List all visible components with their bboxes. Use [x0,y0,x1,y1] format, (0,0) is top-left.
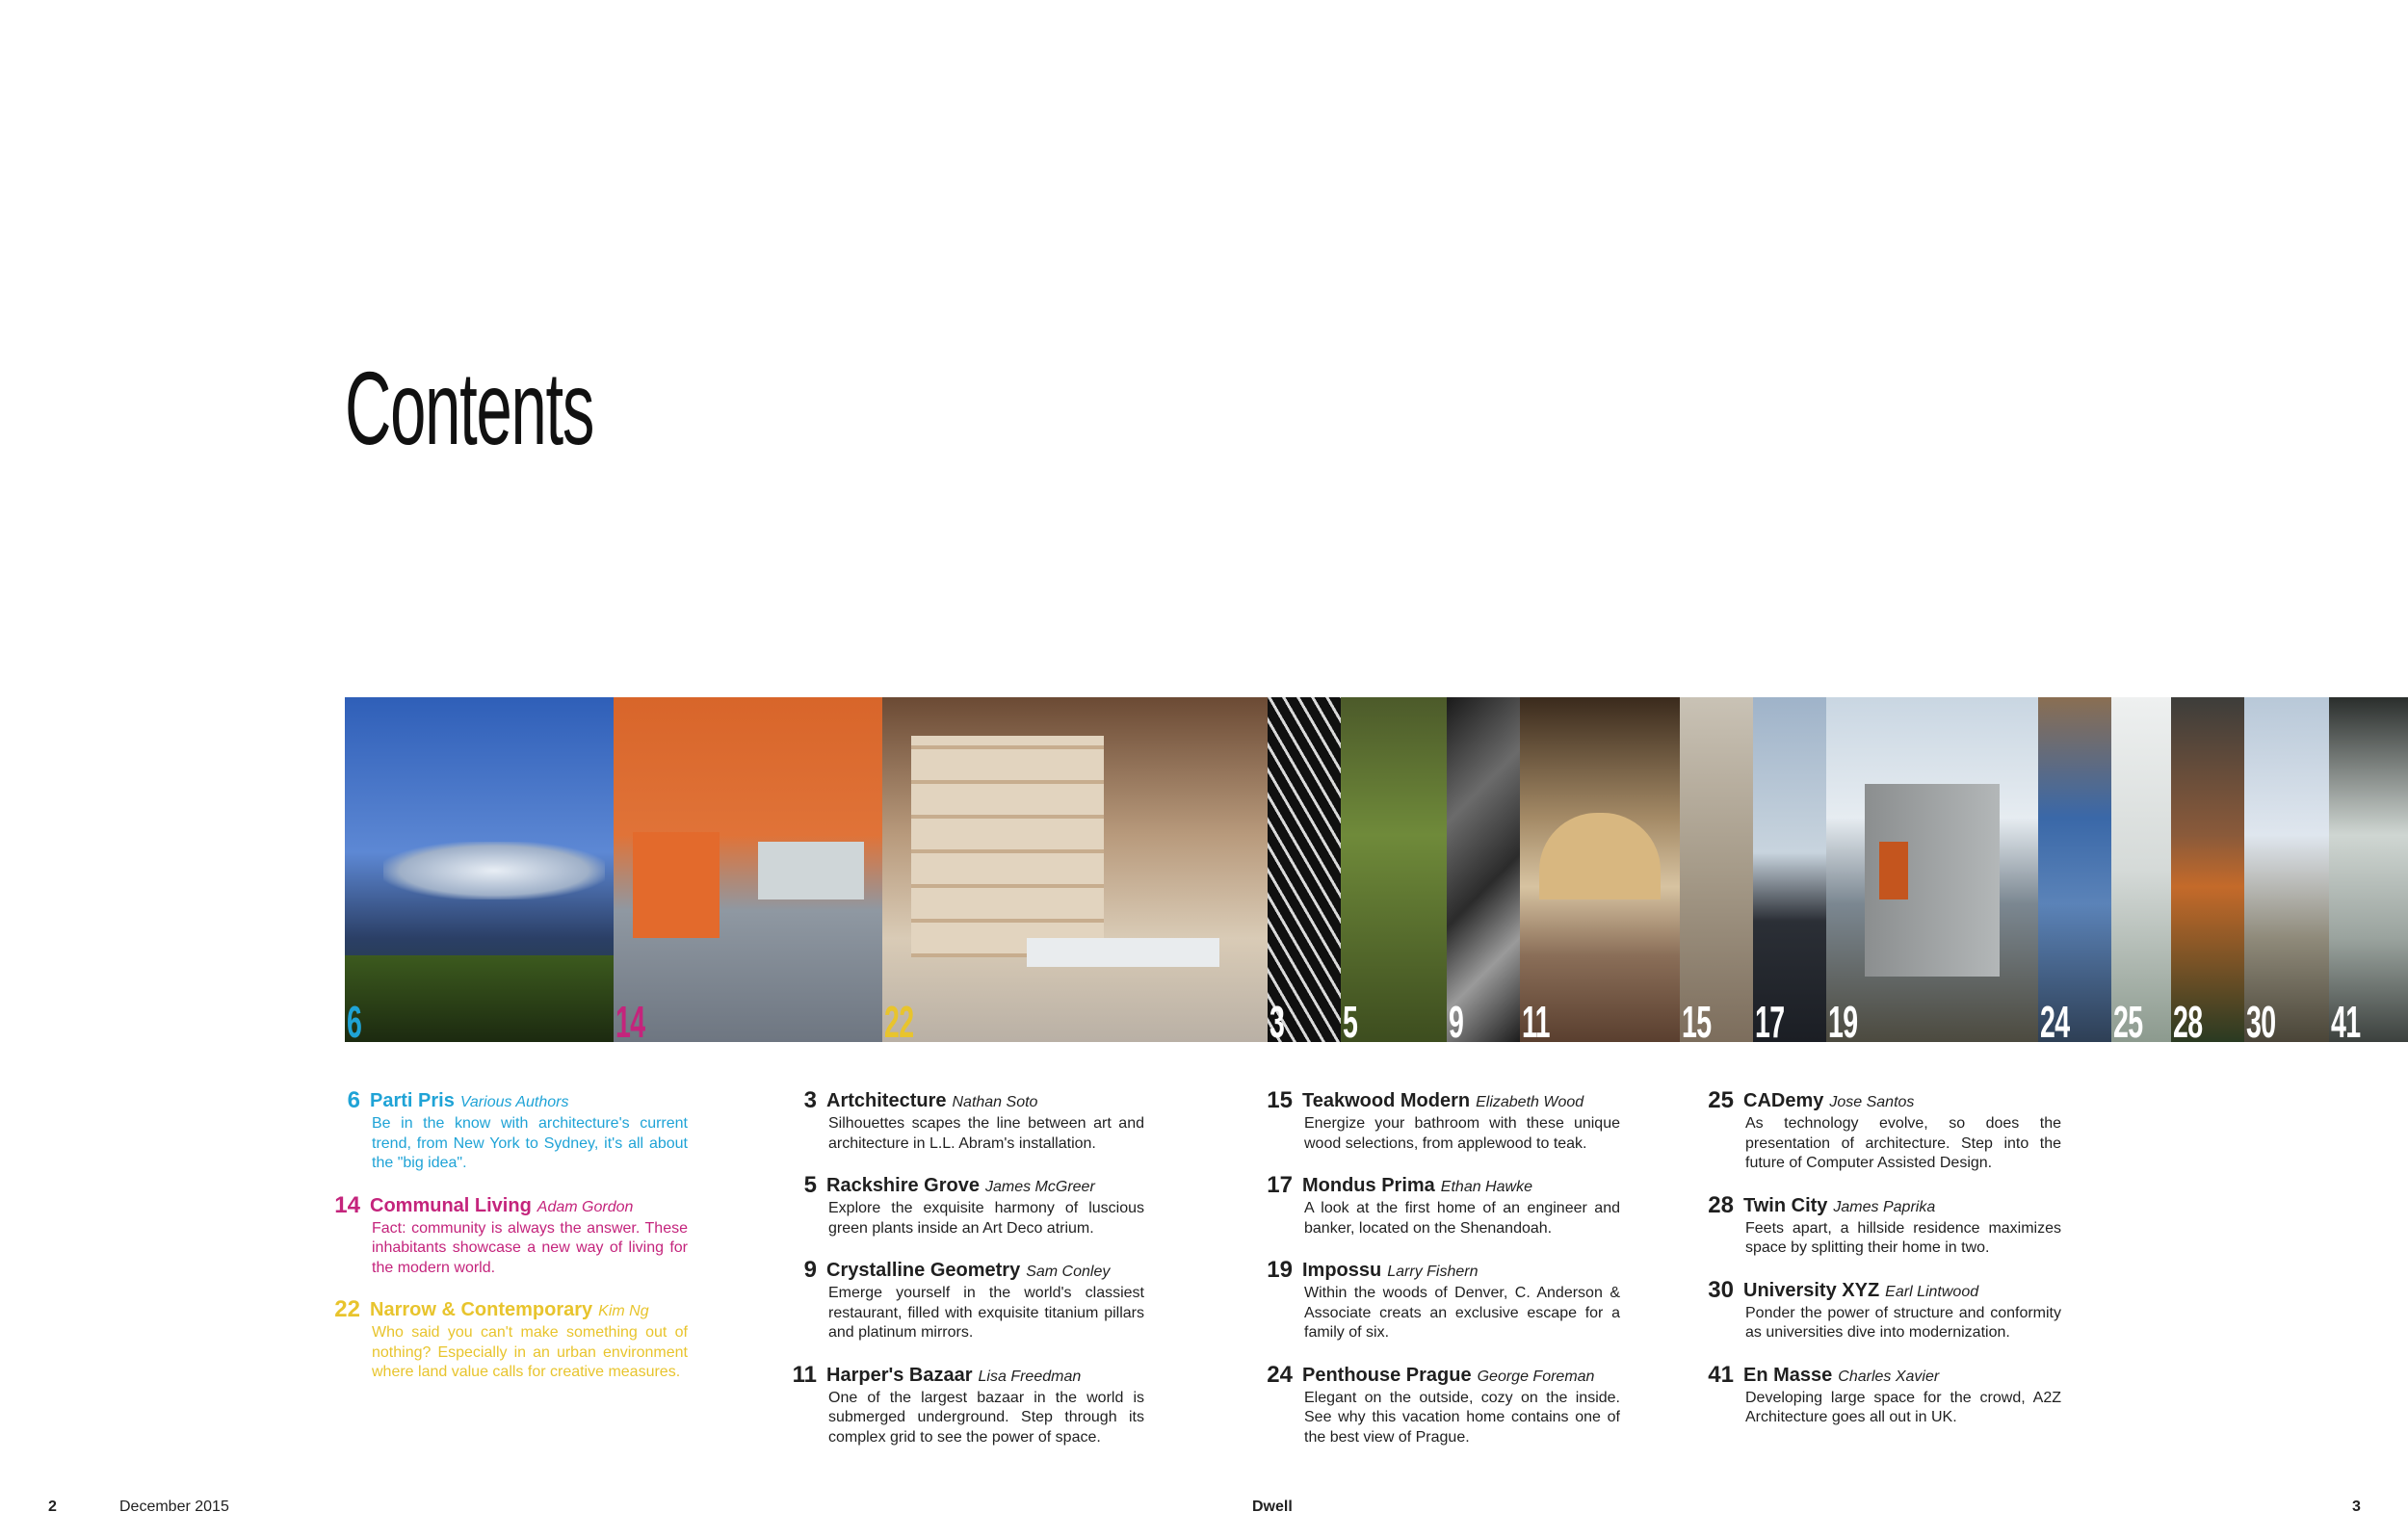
toc-entry[interactable] [1672,1086,2061,1174]
toc-entry[interactable] [1672,1361,2061,1428]
strip-number: 3 [1269,997,1285,1042]
entry-page-number: 6 [347,1087,360,1113]
entry-description: Fact: community is always the answer. These inhabitants showcase a new way of living for the modern world. [372,1219,688,1276]
strip-number: 11 [1522,997,1550,1042]
strip-number: 5 [1343,997,1358,1042]
strip-number: 15 [1682,997,1712,1042]
entry-description: Elegant on the outside, cozy on the inside. See why this vacation home contains one of the best view of Prague. [1304,1389,1620,1446]
photo-university-xyz[interactable] [2244,697,2329,1042]
entry-description: Who said you can't make something out of nothing? Especially in an urban environment where land value calls for creative measures. [372,1324,688,1380]
entry-author: Sam Conley [1026,1264,1111,1280]
toc-entry[interactable] [299,1295,688,1383]
photo-communal-living[interactable] [614,697,882,1042]
strip-number: 41 [2331,997,2361,1042]
strip-number: 30 [2246,997,2276,1042]
entry-author: Larry Fishern [1387,1264,1479,1280]
entry-title: Teakwood Modern [1302,1090,1471,1111]
entry-description: As technology evolve, so does the presentation of architecture. Step into the future of Computer Assisted Design. [1745,1115,2061,1171]
strip-number: 19 [1828,997,1858,1042]
photo-cademy[interactable] [2111,697,2171,1042]
strip-number: 9 [1449,997,1464,1042]
photo-penthouse-prague[interactable] [2038,697,2111,1042]
entry-description: Feets apart, a hillside residence maximizes space by splitting their home in two. [1745,1219,2061,1256]
entry-page-number: 22 [334,1296,360,1322]
entry-title: CADemy [1743,1090,1824,1111]
entry-description: Emerge yourself in the world's classiest restaurant, filled with exquisite titanium pillars and platinum mirrors. [828,1285,1144,1341]
toc-entry[interactable] [755,1171,1144,1238]
entry-page-number: 41 [1708,1361,1734,1388]
photo-impossu[interactable] [1826,697,2038,1042]
entry-page-number: 19 [1267,1257,1293,1283]
featured-column [299,1086,688,1383]
toc-entry[interactable] [1231,1361,1620,1448]
entry-title: Crystalline Geometry [826,1260,1021,1281]
entry-page-number: 28 [1708,1191,1734,1218]
entry-description: Silhouettes scapes the line between art and architecture in L.L. Abram's installation. [828,1115,1144,1152]
photo-twin-city[interactable] [2171,697,2244,1042]
contents-column-1 [755,1086,1144,1447]
entry-author: James Paprika [1833,1198,1936,1215]
entry-description: A look at the first home of an engineer and banker, located on the Shenandoah. [1304,1200,1620,1237]
entry-author: Earl Lintwood [1885,1283,1979,1300]
strip-number: 17 [1755,997,1785,1042]
entry-title: Harper's Bazaar [826,1364,973,1386]
entry-title: University XYZ [1743,1279,1880,1301]
entry-page-number: 24 [1267,1361,1293,1388]
toc-entry[interactable] [1672,1276,2061,1343]
strip-number: 28 [2173,997,2203,1042]
toc-entry[interactable] [1231,1256,1620,1343]
toc-entry[interactable] [1231,1171,1620,1238]
contents-column-3 [1672,1086,2061,1428]
entry-description: Be in the know with architecture's current trend, from New York to Sydney, it's all about the "big idea". [372,1115,688,1171]
entry-page-number: 14 [334,1191,360,1218]
entry-author: James McGreer [984,1179,1095,1195]
entry-title: Penthouse Prague [1302,1364,1472,1386]
footer-magazine-name: Dwell [1252,1499,1293,1515]
toc-entry[interactable] [299,1191,688,1279]
entry-description: Ponder the power of structure and conformity as universities dive into modernization. [1745,1304,2061,1341]
strip-number: 6 [347,997,362,1042]
page-title: Contents [345,350,594,466]
entry-title: Parti Pris [370,1090,455,1111]
photo-mondus-prima[interactable] [1753,697,1826,1042]
entry-author: Jose Santos [1829,1094,1915,1110]
entry-author: Elizabeth Wood [1476,1094,1584,1110]
contents-column-2 [1231,1086,1620,1447]
footer-date: December 2015 [119,1499,229,1515]
photo-teakwood-modern[interactable] [1680,697,1753,1042]
entry-description: Within the woods of Denver, C. Anderson & Associate creats an exclusive escape for a family of six. [1304,1285,1620,1341]
toc-entry[interactable] [755,1256,1144,1343]
strip-number: 14 [615,997,645,1042]
entry-description: Developing large space for the crowd, A2Z Architecture goes all out in UK. [1745,1389,2061,1425]
entry-page-number: 17 [1267,1172,1293,1198]
entry-title: Communal Living [370,1194,532,1216]
entry-title: Twin City [1743,1194,1828,1216]
entry-author: Charles Xavier [1838,1368,1940,1385]
footer-right-page-number: 3 [2352,1499,2361,1515]
entry-title: Narrow & Contemporary [370,1299,593,1320]
entry-author: Adam Gordon [537,1198,634,1215]
entry-title: Rackshire Grove [826,1175,980,1196]
entry-author: Various Authors [459,1094,569,1110]
entry-author: Kim Ng [598,1303,649,1319]
strip-number: 24 [2040,997,2070,1042]
photo-harpers-bazaar[interactable] [1520,697,1680,1042]
entry-page-number: 30 [1708,1276,1734,1303]
photo-en-masse[interactable] [2329,697,2408,1042]
entry-author: Ethan Hawke [1440,1179,1532,1195]
entry-title: En Masse [1743,1364,1833,1386]
footer-left-page-number: 2 [48,1499,57,1515]
entry-author: George Foreman [1477,1368,1595,1385]
entry-author: Lisa Freedman [978,1368,1082,1385]
entry-description: Energize your bathroom with these unique wood selections, from applewood to teak. [1304,1115,1620,1152]
toc-entry[interactable] [755,1086,1144,1154]
photo-narrow-contemporary[interactable] [882,697,1268,1042]
photo-artchitecture[interactable] [1268,697,1341,1042]
entry-title: Artchitecture [826,1090,947,1111]
entry-title: Mondus Prima [1302,1175,1435,1196]
strip-number: 22 [884,997,914,1042]
toc-entry[interactable] [755,1361,1144,1448]
photo-crystalline-geometry[interactable] [1447,697,1520,1042]
entry-page-number: 15 [1267,1087,1293,1113]
toc-entry[interactable] [1231,1086,1620,1154]
photo-rackshire-grove[interactable] [1341,697,1447,1042]
toc-entry[interactable] [1672,1191,2061,1259]
entry-page-number: 5 [803,1172,817,1198]
toc-entry[interactable] [299,1086,688,1174]
entry-page-number: 3 [803,1087,817,1113]
entry-author: Nathan Soto [952,1094,1038,1110]
entry-description: One of the largest bazaar in the world is submerged underground. Step through its complex grid to see the power of space. [828,1389,1144,1446]
entry-page-number: 25 [1708,1087,1734,1113]
entry-description: Explore the exquisite harmony of luscious green plants inside an Art Deco atrium. [828,1200,1144,1237]
entry-page-number: 11 [792,1361,817,1388]
photo-parti-pris[interactable] [345,697,614,1042]
photo-strip [345,697,2408,1042]
entry-page-number: 9 [803,1257,817,1283]
entry-title: Impossu [1302,1260,1382,1281]
strip-number: 25 [2113,997,2143,1042]
